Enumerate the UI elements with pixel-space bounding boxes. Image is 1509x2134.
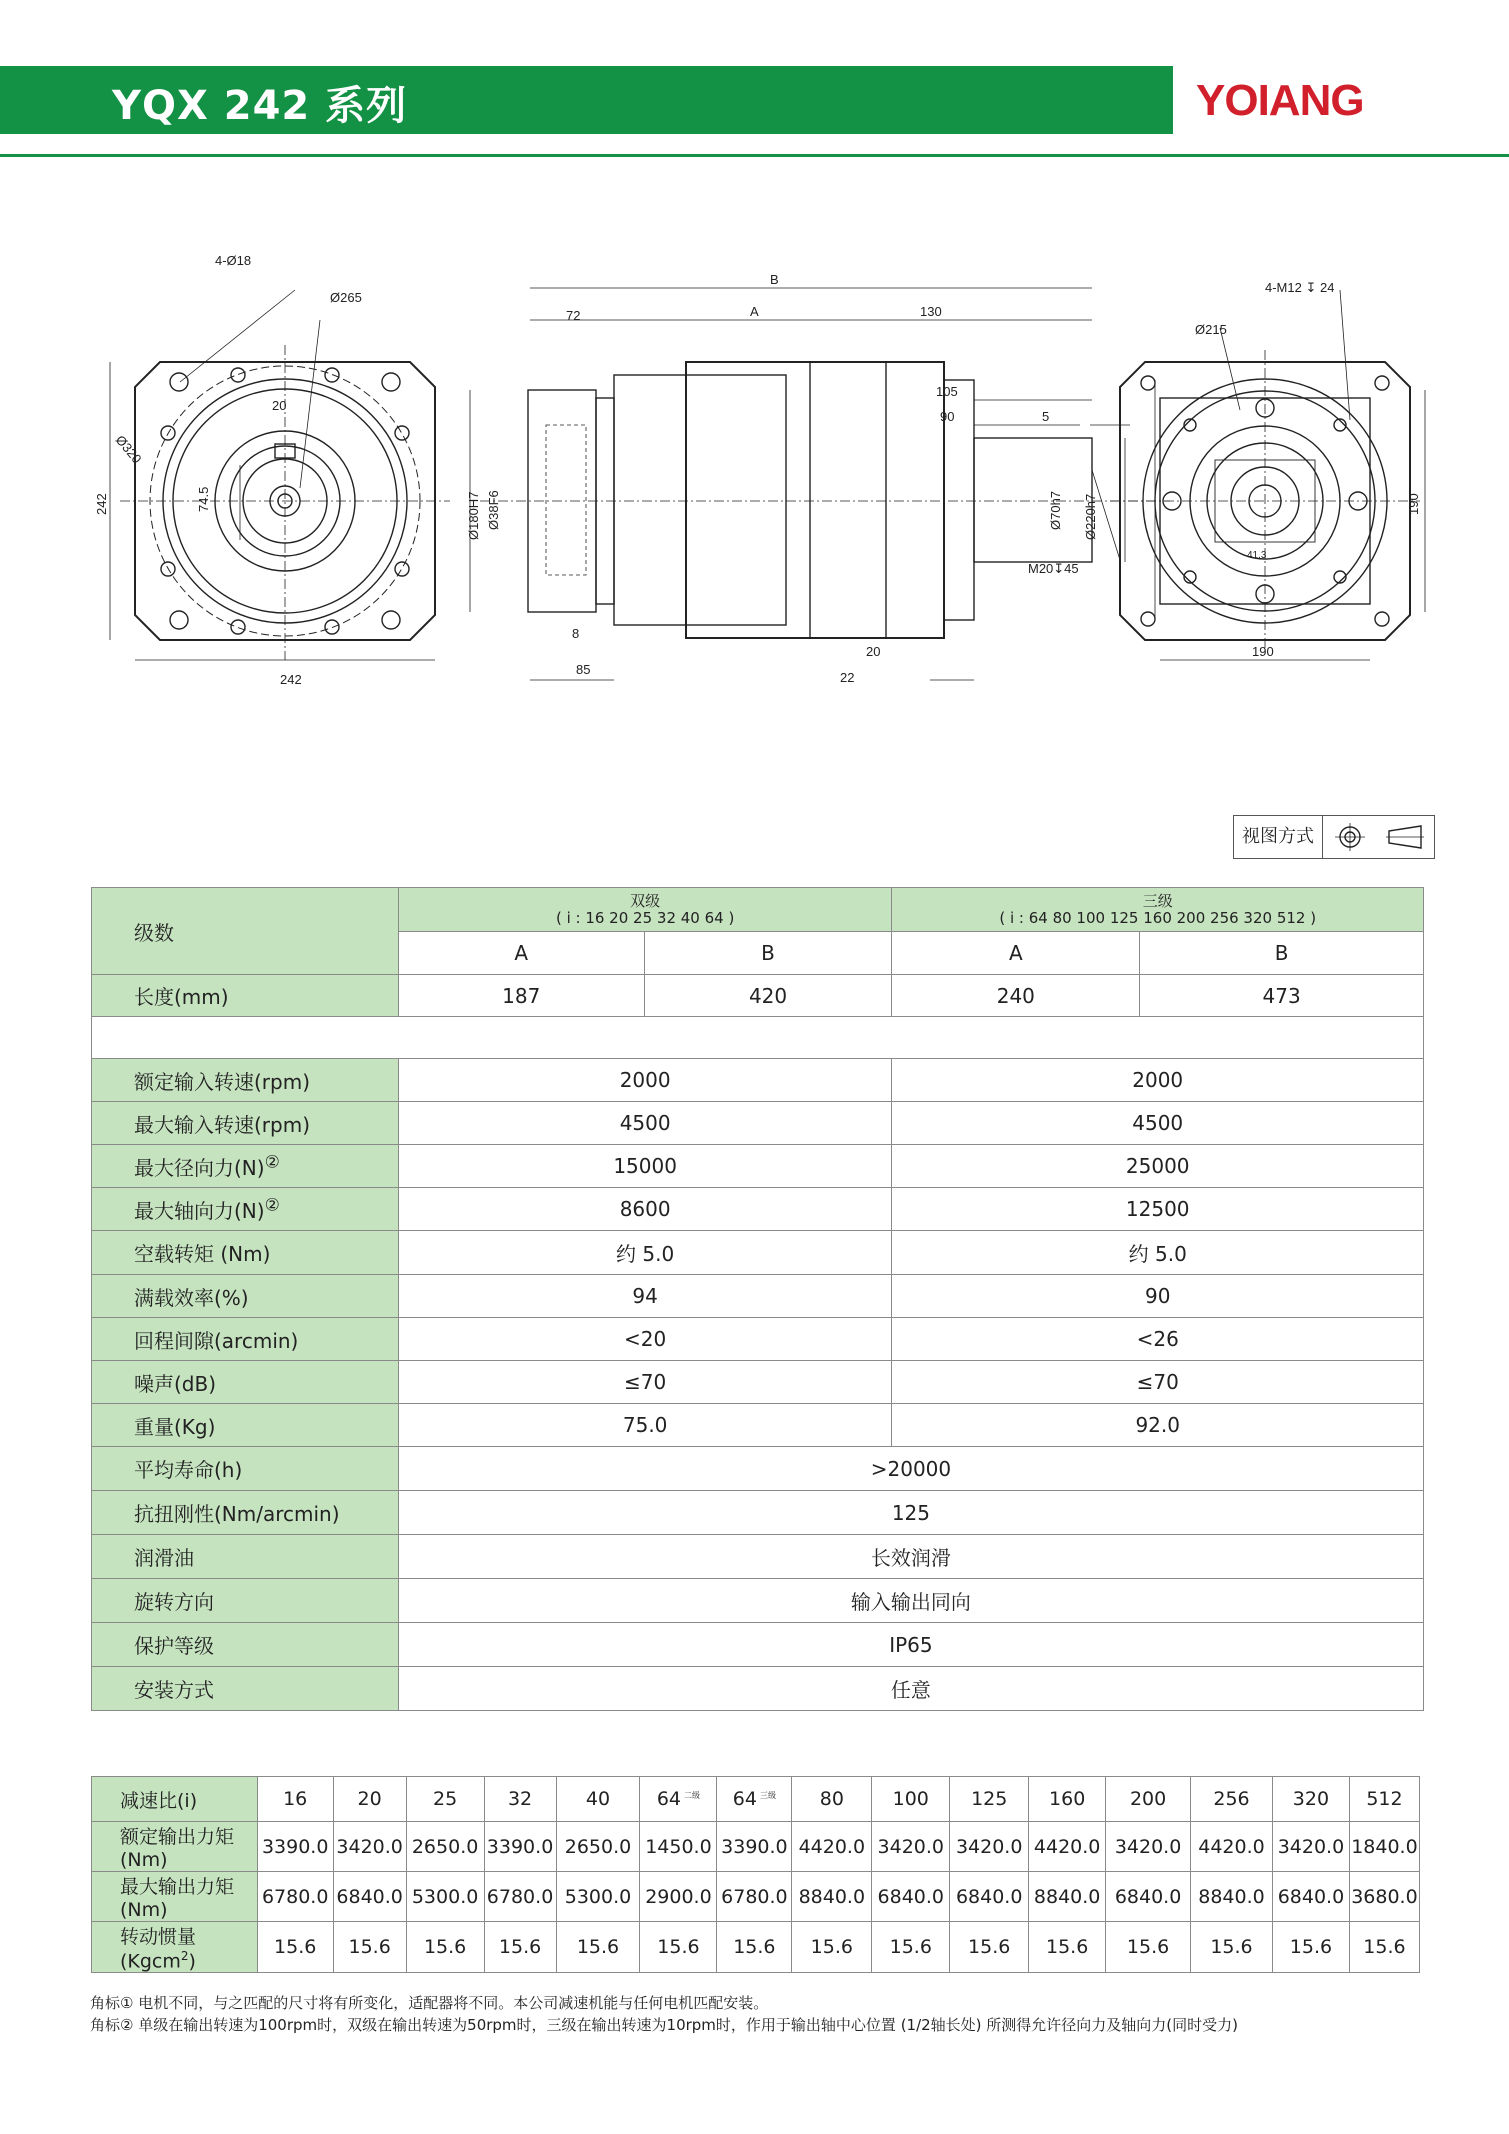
max-cell: 8840.0 bbox=[1029, 1872, 1106, 1922]
ratio-cell: 160 bbox=[1029, 1777, 1106, 1822]
spacer-row bbox=[92, 1017, 1424, 1059]
view-method-label: 视图方式 bbox=[1234, 816, 1323, 858]
three-stage-title: 三级 bbox=[1142, 891, 1173, 910]
dim-thread: M20↧45 bbox=[1028, 561, 1079, 576]
inertia-label bbox=[92, 1922, 258, 1973]
spec-row-label: 满载效率(%) bbox=[92, 1275, 399, 1318]
rated-cell: 3420.0 bbox=[950, 1822, 1029, 1872]
spec-three-value: <26 bbox=[892, 1318, 1424, 1361]
dim-shaft-len: 105 bbox=[936, 384, 958, 399]
max-cell: 3680.0 bbox=[1349, 1872, 1419, 1922]
dim-pilot-bore: Ø180H7 bbox=[466, 491, 481, 540]
dim-shaft-dia: Ø70h7 bbox=[1048, 490, 1063, 530]
rated-cell: 3390.0 bbox=[717, 1822, 792, 1872]
dim-input-bore: Ø38F6 bbox=[486, 490, 501, 530]
max-torque-label: 最大输出力矩(Nm) bbox=[92, 1872, 258, 1922]
spec-row-text: 最大轴向力(N) bbox=[134, 1198, 265, 1223]
footnote-mark: ② bbox=[264, 1151, 280, 1172]
dim-key-offset: 5 bbox=[1042, 409, 1050, 424]
dim-pilot-dia: Ø220h7 bbox=[1083, 493, 1098, 540]
spec-two-value: 75.0 bbox=[398, 1404, 892, 1447]
spec-two-value: 4500 bbox=[398, 1102, 892, 1145]
ratio-cell: 320 bbox=[1272, 1777, 1349, 1822]
two-stage-tag: 二级 bbox=[684, 1790, 701, 1800]
two-stage-ratios: ( i : 16 20 25 32 40 64 ) bbox=[555, 908, 735, 927]
dim-bolt-holes: 4-Ø18 bbox=[215, 253, 252, 268]
ratio-cell bbox=[640, 1777, 717, 1822]
inertia-cell: 15.6 bbox=[717, 1922, 792, 1973]
dim-flange-thick: 8 bbox=[572, 626, 580, 641]
spec-two-value: 8600 bbox=[398, 1188, 892, 1231]
inertia-cell: 15.6 bbox=[872, 1922, 950, 1973]
rated-cell: 1840.0 bbox=[1349, 1822, 1419, 1872]
max-cell: 6780.0 bbox=[717, 1872, 792, 1922]
merged-row-value: 输入输出同向 bbox=[398, 1579, 1423, 1623]
ratio-cell: 32 bbox=[484, 1777, 556, 1822]
spec-three-value: 2000 bbox=[892, 1059, 1424, 1102]
projection-circle-icon bbox=[1333, 822, 1367, 852]
footnote-1: 角标① 电机不同，与之匹配的尺寸将有所变化，适配器将不同。本公司减速机能与任何电机匹配安装。 bbox=[90, 1994, 769, 2012]
inertia-cell: 15.6 bbox=[257, 1922, 333, 1973]
ratio-cell: 16 bbox=[257, 1777, 333, 1822]
two-stage-header bbox=[398, 888, 892, 932]
col-b-three: B bbox=[1140, 932, 1424, 975]
col-a-two: A bbox=[398, 932, 644, 975]
spec-row-label: 空载转矩 (Nm) bbox=[92, 1231, 399, 1275]
spec-two-value: 15000 bbox=[398, 1145, 892, 1188]
ratio-row bbox=[92, 1777, 1420, 1822]
three-stage-ratios: ( i : 64 80 100 125 160 200 256 320 512 ) bbox=[999, 908, 1317, 927]
max-cell: 2900.0 bbox=[640, 1872, 717, 1922]
inertia-cell: 15.6 bbox=[640, 1922, 717, 1973]
merged-row-value: >20000 bbox=[398, 1447, 1423, 1491]
dim-square-width: 242 bbox=[280, 672, 302, 687]
dim-bolt-circle: Ø265 bbox=[330, 290, 362, 305]
dim-flange-len: 22 bbox=[840, 670, 855, 685]
inertia-cell: 15.6 bbox=[1191, 1922, 1273, 1973]
inertia-cell: 15.6 bbox=[1029, 1922, 1106, 1973]
dim-shaft-total: 130 bbox=[920, 304, 942, 319]
merged-row-label: 润滑油 bbox=[92, 1535, 399, 1579]
ratio-cell: 125 bbox=[950, 1777, 1029, 1822]
inertia-cell: 15.6 bbox=[792, 1922, 872, 1973]
ratio-cell: 512 bbox=[1349, 1777, 1419, 1822]
spec-row-label: 重量(Kg) bbox=[92, 1404, 399, 1447]
inertia-cell: 15.6 bbox=[406, 1922, 484, 1973]
three-stage-tag: 三级 bbox=[759, 1790, 776, 1800]
max-cell: 5300.0 bbox=[406, 1872, 484, 1922]
merged-row-label: 平均寿命(h) bbox=[92, 1447, 399, 1491]
inertia-label-end: ) bbox=[188, 1950, 196, 1973]
spec-row-label: 额定输入转速(rpm) bbox=[92, 1059, 399, 1102]
spec-two-value: 2000 bbox=[398, 1059, 892, 1102]
merged-row-label: 安装方式 bbox=[92, 1667, 399, 1711]
series-title: YQX 242 系列 bbox=[112, 83, 408, 129]
stage-label: 级数 bbox=[92, 888, 399, 975]
max-cell: 6840.0 bbox=[950, 1872, 1029, 1922]
merged-row-label: 旋转方向 bbox=[92, 1579, 399, 1623]
header-divider bbox=[0, 154, 1509, 157]
ratio-value: 64 bbox=[732, 1788, 757, 1810]
rated-cell: 2650.0 bbox=[556, 1822, 640, 1872]
spec-two-value: <20 bbox=[398, 1318, 892, 1361]
rated-cell: 3390.0 bbox=[484, 1822, 556, 1872]
spec-row-label: 最大输入转速(rpm) bbox=[92, 1102, 399, 1145]
max-cell: 8840.0 bbox=[792, 1872, 872, 1922]
spec-row-text: 最大径向力(N) bbox=[134, 1155, 265, 1180]
dim-adapter-len: 85 bbox=[576, 662, 591, 677]
length-three-b: 473 bbox=[1140, 975, 1424, 1017]
merged-row-label: 抗扭刚性(Nm/arcmin) bbox=[92, 1491, 399, 1535]
dim-rear-square-h: 190 bbox=[1406, 493, 1421, 515]
inertia-label-sup: 2 bbox=[180, 1949, 189, 1963]
dim-outer-circle: Ø320 bbox=[112, 432, 145, 467]
length-label: 长度(mm) bbox=[92, 975, 399, 1017]
merged-row-value: 任意 bbox=[398, 1667, 1423, 1711]
dim-key-height: 74.5 bbox=[196, 486, 211, 512]
merged-row-value: 125 bbox=[398, 1491, 1423, 1535]
footnote-mark: ② bbox=[264, 1194, 280, 1215]
col-a-three: A bbox=[892, 932, 1140, 975]
spec-row-label: 噪声(dB) bbox=[92, 1361, 399, 1404]
dim-key-width: 20 bbox=[272, 398, 287, 413]
ratio-cell: 200 bbox=[1106, 1777, 1191, 1822]
spec-three-value: 约 5.0 bbox=[892, 1231, 1424, 1275]
technical-drawing bbox=[90, 240, 1450, 700]
length-two-b: 420 bbox=[644, 975, 892, 1017]
max-cell: 6840.0 bbox=[1106, 1872, 1191, 1922]
side-view bbox=[470, 288, 1170, 680]
col-b-two: B bbox=[644, 932, 892, 975]
spec-three-value: 4500 bbox=[892, 1102, 1424, 1145]
dim-body-a: A bbox=[750, 304, 759, 319]
dim-spigot: 20 bbox=[866, 644, 881, 659]
rated-cell: 4420.0 bbox=[792, 1822, 872, 1872]
rear-view bbox=[1110, 290, 1425, 660]
spec-row-label bbox=[92, 1188, 399, 1231]
max-cell: 6840.0 bbox=[872, 1872, 950, 1922]
ratio-value: 64 bbox=[656, 1788, 682, 1810]
max-cell: 6780.0 bbox=[257, 1872, 333, 1922]
ratio-cell: 256 bbox=[1191, 1777, 1273, 1822]
inertia-cell: 15.6 bbox=[1272, 1922, 1349, 1973]
inertia-cell: 15.6 bbox=[1106, 1922, 1191, 1973]
merged-row-value: IP65 bbox=[398, 1623, 1423, 1667]
length-three-a: 240 bbox=[892, 975, 1140, 1017]
three-stage-header bbox=[892, 888, 1424, 932]
rated-torque-row bbox=[92, 1822, 1420, 1872]
front-view bbox=[110, 290, 450, 660]
spec-three-value: ≤70 bbox=[892, 1361, 1424, 1404]
spec-two-value: 94 bbox=[398, 1275, 892, 1318]
spec-row-label bbox=[92, 1145, 399, 1188]
dim-overall-b: B bbox=[770, 272, 779, 287]
brand-logo: YOIANG bbox=[1196, 76, 1364, 125]
rated-cell: 3390.0 bbox=[257, 1822, 333, 1872]
ratio-cell: 20 bbox=[333, 1777, 406, 1822]
inertia-cell: 15.6 bbox=[950, 1922, 1029, 1973]
max-cell: 5300.0 bbox=[556, 1872, 640, 1922]
dim-clamp: 41.3 bbox=[1247, 550, 1267, 561]
spec-three-value: 25000 bbox=[892, 1145, 1424, 1188]
max-cell: 6780.0 bbox=[484, 1872, 556, 1922]
rated-cell: 3420.0 bbox=[1106, 1822, 1191, 1872]
dim-motor-circle: Ø215 bbox=[1195, 322, 1227, 337]
max-cell: 6840.0 bbox=[333, 1872, 406, 1922]
dim-square-height: 242 bbox=[94, 493, 109, 515]
spec-three-value: 92.0 bbox=[892, 1404, 1424, 1447]
spec-table bbox=[91, 887, 1424, 1711]
rated-cell: 3420.0 bbox=[1272, 1822, 1349, 1872]
spec-three-value: 90 bbox=[892, 1275, 1424, 1318]
two-stage-title: 双级 bbox=[630, 891, 661, 910]
ratio-cell: 40 bbox=[556, 1777, 640, 1822]
length-two-a: 187 bbox=[398, 975, 644, 1017]
rated-cell: 4420.0 bbox=[1029, 1822, 1106, 1872]
max-cell: 6840.0 bbox=[1272, 1872, 1349, 1922]
footnote-2: 角标② 单级在输出转速为100rpm时，双级在输出转速为50rpm时，三级在输出转速为10rpm时，作用于输出轴中心位置 (1/2轴长处) 所测得允许径向力及轴向力(同时受力) bbox=[90, 2016, 1239, 2034]
dim-tapped-holes: 4-M12 ↧ 24 bbox=[1265, 280, 1335, 295]
spec-three-value: 12500 bbox=[892, 1188, 1424, 1231]
view-method-box bbox=[1233, 815, 1435, 859]
rated-cell: 3420.0 bbox=[872, 1822, 950, 1872]
inertia-cell: 15.6 bbox=[333, 1922, 406, 1973]
inertia-row bbox=[92, 1922, 1420, 1973]
rated-cell: 4420.0 bbox=[1191, 1822, 1273, 1872]
ratio-cell: 100 bbox=[872, 1777, 950, 1822]
inertia-cell: 15.6 bbox=[556, 1922, 640, 1973]
ratio-cell bbox=[717, 1777, 792, 1822]
rated-cell: 3420.0 bbox=[333, 1822, 406, 1872]
spec-two-value: 约 5.0 bbox=[398, 1231, 892, 1275]
max-cell: 8840.0 bbox=[1191, 1872, 1273, 1922]
rated-torque-label: 额定输出力矩(Nm) bbox=[92, 1822, 258, 1872]
projection-cone-icon bbox=[1386, 822, 1424, 852]
ratio-label: 减速比(i) bbox=[92, 1777, 258, 1822]
spec-two-value: ≤70 bbox=[398, 1361, 892, 1404]
max-torque-row bbox=[92, 1872, 1420, 1922]
dim-adapter: 72 bbox=[566, 308, 581, 323]
rated-cell: 2650.0 bbox=[406, 1822, 484, 1872]
dim-rear-square-w: 190 bbox=[1252, 644, 1274, 659]
ratio-cell: 25 bbox=[406, 1777, 484, 1822]
inertia-label-text: 转动惯量(Kgcm bbox=[120, 1926, 197, 1973]
ratio-cell: 80 bbox=[792, 1777, 872, 1822]
ratio-table bbox=[91, 1776, 1420, 1973]
inertia-cell: 15.6 bbox=[1349, 1922, 1419, 1973]
inertia-cell: 15.6 bbox=[484, 1922, 556, 1973]
dim-key-len: 90 bbox=[940, 409, 955, 424]
rated-cell: 1450.0 bbox=[640, 1822, 717, 1872]
merged-row-label: 保护等级 bbox=[92, 1623, 399, 1667]
merged-row-value: 长效润滑 bbox=[398, 1535, 1423, 1579]
spec-row-label: 回程间隙(arcmin) bbox=[92, 1318, 399, 1361]
